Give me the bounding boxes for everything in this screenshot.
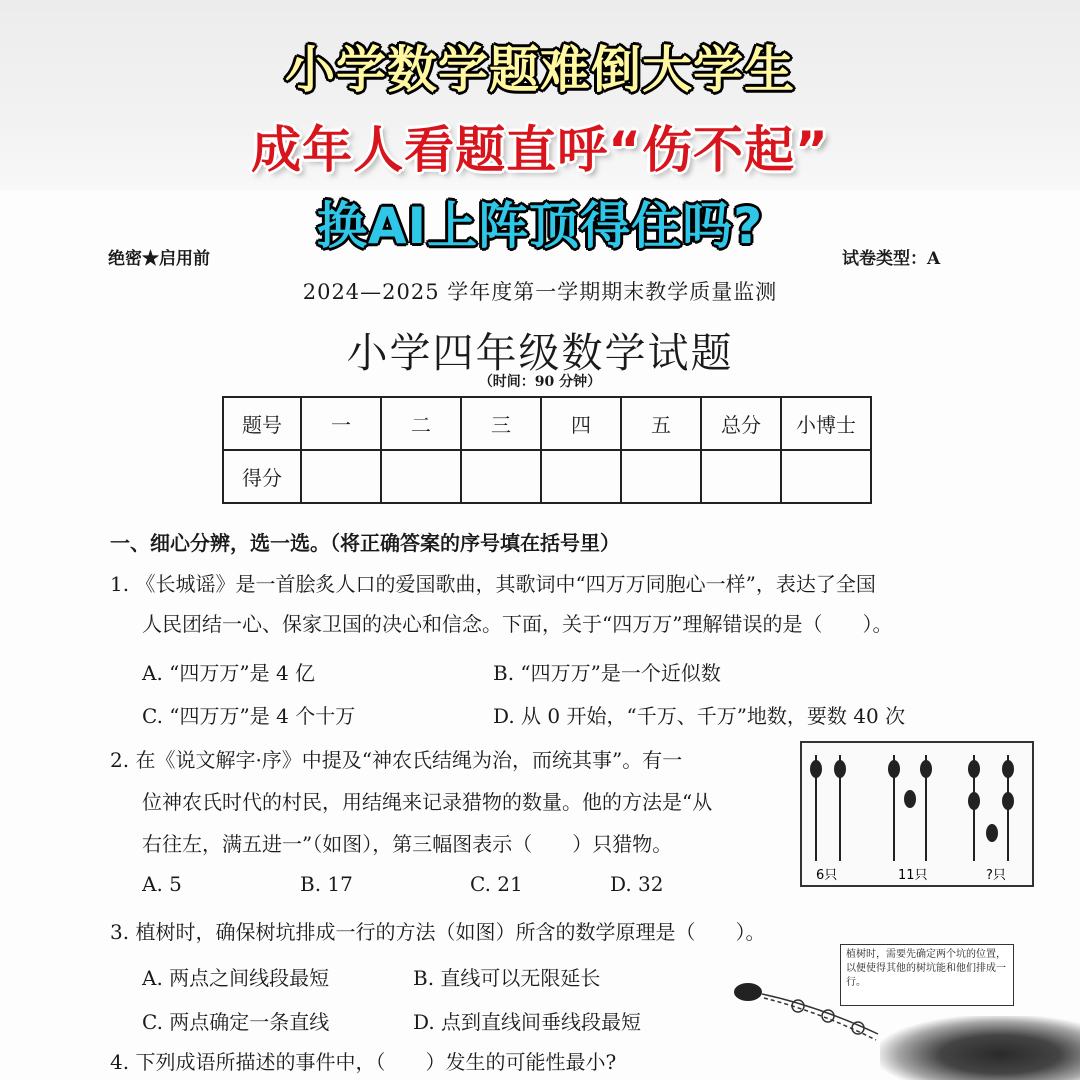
q1-line-2: 人民团结一心、保家卫国的决心和信念。下面，关于“四万万”理解错误的是（ ）。 <box>142 612 893 636</box>
score-cell <box>461 450 541 503</box>
score-header-cell: 总分 <box>701 397 781 450</box>
q3-option-c: C. 两点确定一条直线 <box>142 1010 330 1034</box>
score-cell <box>781 450 871 503</box>
exam-title: 小学四年级数学试题 <box>346 329 734 377</box>
score-cell <box>301 450 381 503</box>
score-header-cell: 二 <box>381 397 461 450</box>
score-cell <box>621 450 701 503</box>
headline-line-3: 换AI上阵顶得住吗? <box>316 197 764 255</box>
score-cell <box>701 450 781 503</box>
exam-subtitle: 2024—2025 学年度第一学期期末教学质量监测 <box>302 280 778 304</box>
section-1-heading: 一、细心分辨，选一选。（将正确答案的序号填在括号里） <box>110 531 620 555</box>
ink-stain <box>880 1016 1080 1080</box>
q2-line-1: 2. 在《说文解字·序》中提及“神农氏结绳为治，而统其事”。有一 <box>110 748 683 772</box>
q4-line-1: 4. 下列成语所描述的事件中，（ ）发生的可能性最小? <box>110 1050 617 1074</box>
q2-option-d: D. 32 <box>610 872 664 896</box>
q3-line-1: 3. 植树时，确保树坑排成一行的方法（如图）所含的数学原理是（ ）。 <box>110 920 766 944</box>
paper-type: 试卷类型：A <box>842 249 941 269</box>
knot-label-2: 11只 <box>898 868 928 883</box>
q1-option-d: D. 从 0 开始，“千万、千万”地数，要数 40 次 <box>493 704 906 728</box>
knot-label-1: 6只 <box>816 868 838 883</box>
score-header-cell: 小博士 <box>781 397 871 450</box>
exam-time: （时间：90 分钟） <box>478 374 602 390</box>
score-header-cell: 三 <box>461 397 541 450</box>
q3-option-a: A. 两点之间线段最短 <box>142 966 330 990</box>
q2-line-2: 位神农氏时代的村民，用结绳来记录猎物的数量。他的方法是“从 <box>142 790 713 814</box>
q1-option-a: A. “四万万”是 4 亿 <box>142 661 316 685</box>
score-cell <box>381 450 461 503</box>
q1-option-b: B. “四万万”是一个近似数 <box>493 661 721 685</box>
q3-option-d: D. 点到直线间垂线段最短 <box>413 1010 642 1034</box>
score-header-cell: 一 <box>301 397 381 450</box>
q1-option-c: C. “四万万”是 4 个十万 <box>142 704 356 728</box>
score-header-cell: 五 <box>621 397 701 450</box>
secret-label: 绝密★启用前 <box>108 249 210 269</box>
score-table <box>222 396 872 504</box>
headline-line-1: 小学数学题难倒大学生 <box>285 41 795 99</box>
knot-label-3: ?只 <box>986 868 1006 883</box>
knot-rope-figure <box>800 741 1034 887</box>
tree-planting-note: 植树时，需要先确定两个坑的位置，以便使得其他的树坑能和他们排成一行。 <box>840 944 1014 1006</box>
q2-option-c: C. 21 <box>470 872 523 896</box>
score-cell <box>541 450 621 503</box>
score-header-row <box>223 397 871 450</box>
q2-option-a: A. 5 <box>142 872 182 896</box>
q3-option-b: B. 直线可以无限延长 <box>413 966 601 990</box>
score-value-row <box>223 450 871 503</box>
q1-line-1: 1. 《长城谣》是一首脍炙人口的爱国歌曲，其歌词中“四万万同胞心一样”，表达了全国 <box>110 572 876 596</box>
q2-line-3: 右往左，满五进一”（如图），第三幅图表示（ ）只猎物。 <box>142 832 673 856</box>
score-row-label: 得分 <box>223 450 301 503</box>
q2-option-b: B. 17 <box>300 872 353 896</box>
headline-line-2: 成年人看题直呼“伤不起” <box>251 121 829 179</box>
score-header-cell: 四 <box>541 397 621 450</box>
knot-rope-drawing <box>802 743 1032 885</box>
score-header-cell: 题号 <box>223 397 301 450</box>
